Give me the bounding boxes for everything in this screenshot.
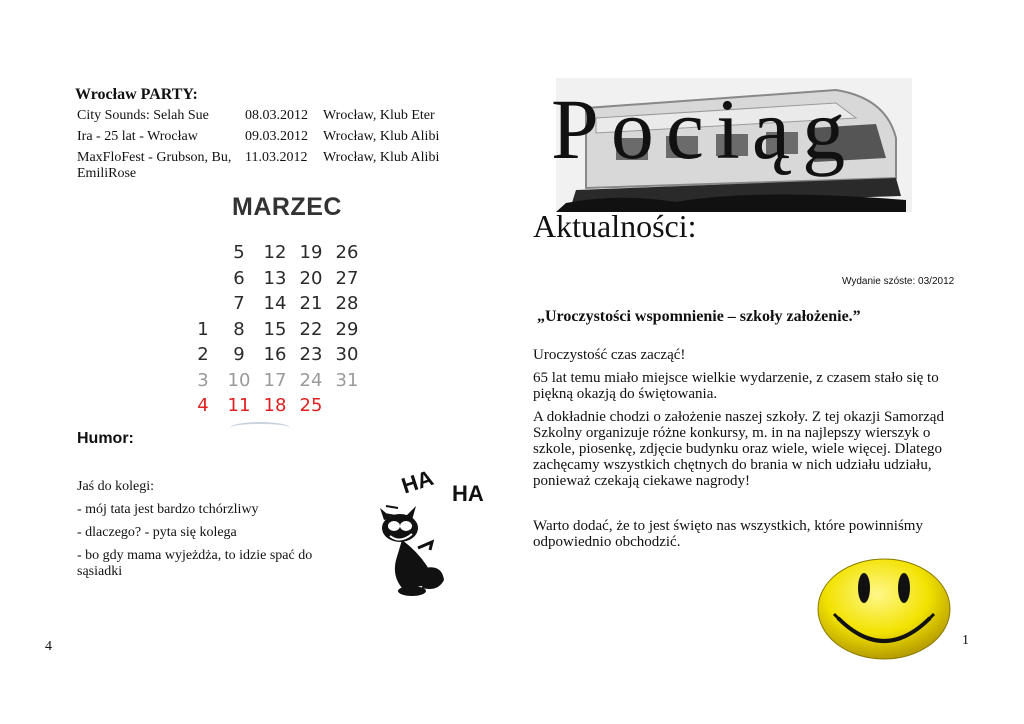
calendar-day: 21 bbox=[299, 293, 323, 315]
page-number-right: 1 bbox=[962, 633, 969, 648]
joke-line: Jaś do kolegi: bbox=[77, 479, 154, 494]
article-headline: „Uroczystości wspomnienie – szkoły założenie.” bbox=[537, 308, 861, 325]
joke-line: - mój tata jest bardzo tchórzliwy bbox=[77, 502, 259, 517]
party-table bbox=[77, 108, 447, 187]
edition-info: Wydanie szóste: 03/2012 bbox=[842, 276, 955, 287]
masthead-title: Pociąg bbox=[551, 81, 858, 177]
calendar-day: 22 bbox=[299, 318, 323, 340]
calendar-day: 19 bbox=[299, 242, 323, 264]
calendar-day: 12 bbox=[263, 242, 287, 264]
calendar-day: 14 bbox=[263, 293, 287, 315]
calendar-day: 30 bbox=[335, 344, 359, 366]
article-paragraph: A dokładnie chodzi o założenie naszej szkoły. Z tej okazji Samorząd Szkolny organizuje różne konkursy, m. in na najlepszy wierszyk o szkole, piosenkę, zdjęcie budynku oraz wiele, wiele więcej. Dlatego zachęcamy wszystkich chętnych do brania w nich udziału udziału, ponieważ czekają ciekawe nagrody! bbox=[533, 409, 944, 489]
article-paragraph: Warto dodać, że to jest święto nas wszystkich, które powinniśmy odpowiednio obchodzić. bbox=[533, 518, 923, 550]
calendar-day: 9 bbox=[233, 344, 245, 366]
cartoon-ha-text: HA bbox=[452, 481, 484, 506]
calendar-day: 1 bbox=[197, 318, 209, 340]
calendar-day: 13 bbox=[263, 267, 287, 289]
joke-line: - dlaczego? - pyta się kolega bbox=[77, 525, 237, 540]
calendar-day: 2 bbox=[197, 344, 209, 366]
page-number-left: 4 bbox=[45, 639, 52, 654]
calendar-row bbox=[185, 317, 365, 343]
calendar-day: 27 bbox=[335, 267, 359, 289]
event-place: Wrocław, Klub Alibi bbox=[323, 150, 440, 165]
calendar-row bbox=[185, 291, 365, 317]
calendar-day: 10 bbox=[227, 369, 251, 391]
calendar-day: 6 bbox=[233, 267, 245, 289]
event-place: Wrocław, Klub Eter bbox=[323, 108, 435, 123]
calendar-day: 28 bbox=[335, 293, 359, 315]
party-title: Wrocław PARTY: bbox=[75, 86, 198, 103]
event-date: 09.03.2012 bbox=[245, 129, 308, 144]
event-name: City Sounds: Selah Sue bbox=[77, 108, 209, 123]
section-title: Aktualności: bbox=[533, 208, 697, 244]
calendar-day: 24 bbox=[299, 369, 323, 391]
calendar-day: 11 bbox=[227, 395, 251, 417]
calendar-row bbox=[185, 393, 365, 419]
table-row bbox=[77, 129, 447, 150]
event-date: 11.03.2012 bbox=[245, 150, 308, 165]
table-row bbox=[77, 108, 447, 129]
event-name: Ira - 25 lat - Wrocław bbox=[77, 129, 198, 144]
calendar-month: MARZEC bbox=[232, 193, 342, 221]
event-name: MaxFloFest - Grubson, Bu, EmiliRose bbox=[77, 150, 232, 181]
calendar-day: 26 bbox=[335, 242, 359, 264]
calendar-row bbox=[185, 240, 365, 266]
calendar-day: 15 bbox=[263, 318, 287, 340]
calendar-day: 4 bbox=[197, 395, 209, 417]
event-place: Wrocław, Klub Alibi bbox=[323, 129, 440, 144]
calendar-day: 7 bbox=[233, 293, 245, 315]
cartoon-ha-text: HA bbox=[398, 464, 437, 499]
calendar-day: 5 bbox=[233, 242, 245, 264]
calendar-day: 3 bbox=[197, 369, 209, 391]
calendar-row bbox=[185, 266, 365, 292]
calendar-decoration bbox=[230, 422, 290, 434]
calendar-row bbox=[185, 368, 365, 394]
humor-title: Humor: bbox=[77, 430, 134, 447]
table-row bbox=[77, 150, 447, 187]
calendar-day: 29 bbox=[335, 318, 359, 340]
event-date: 08.03.2012 bbox=[245, 108, 308, 123]
article-paragraph: 65 lat temu miało miejsce wielkie wydarzenie, z czasem stało się to piękną okazją do świętowania. bbox=[533, 370, 939, 402]
calendar-row bbox=[185, 342, 365, 368]
calendar-day: 31 bbox=[335, 369, 359, 391]
calendar-day: 25 bbox=[299, 395, 323, 417]
calendar-day: 20 bbox=[299, 267, 323, 289]
laughing-cat-cartoon bbox=[372, 456, 502, 598]
calendar-day: 18 bbox=[263, 395, 287, 417]
calendar-day: 23 bbox=[299, 344, 323, 366]
calendar-day: 8 bbox=[233, 318, 245, 340]
article-paragraph: Uroczystość czas zacząć! bbox=[533, 347, 686, 363]
calendar-day: 16 bbox=[263, 344, 287, 366]
calendar-day: 17 bbox=[263, 369, 287, 391]
joke-line: - bo gdy mama wyjeżdża, to idzie spać do sąsiadki bbox=[77, 548, 313, 579]
smiley-icon bbox=[814, 556, 954, 662]
calendar-grid bbox=[185, 240, 365, 419]
